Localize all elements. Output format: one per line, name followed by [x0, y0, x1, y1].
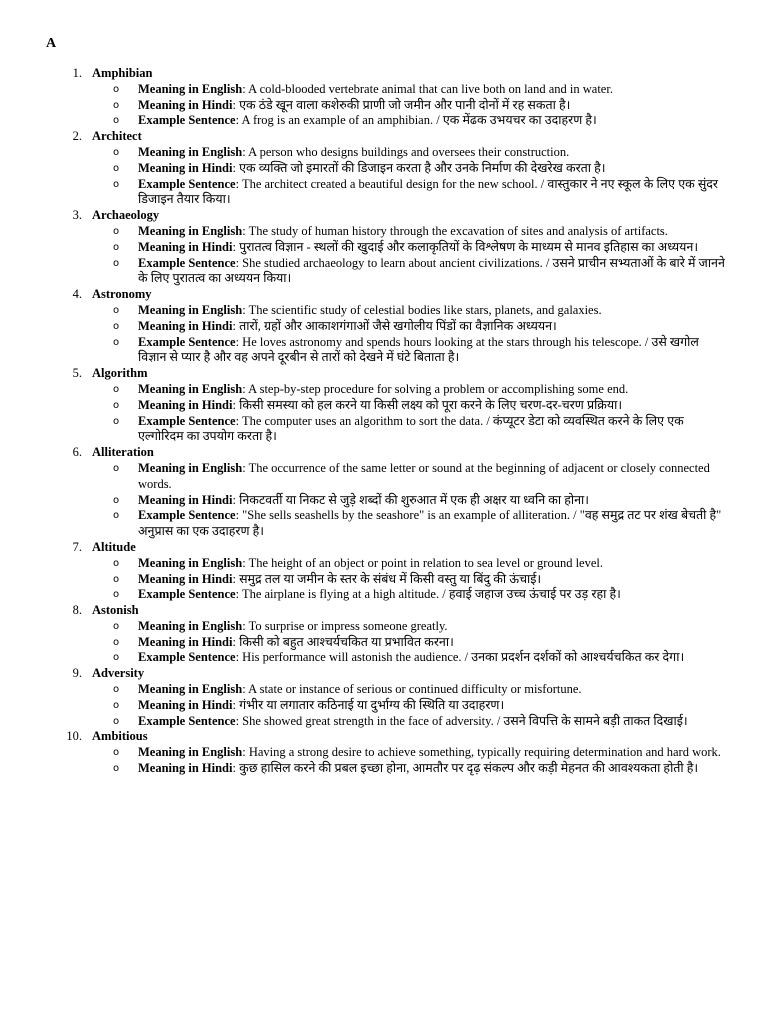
detail-label: Example Sentence: [138, 650, 236, 665]
entry-details-list: [0, 745, 768, 777]
circle-bullet-icon: o: [113, 684, 120, 696]
entry-detail-item: o Meaning in English: Having a strong desire to achieve something, typically requiring determination and hard work.: [113, 745, 721, 760]
detail-text: A person who designs buildings and oversees their construction.: [248, 144, 570, 159]
circle-bullet-icon: o: [113, 146, 120, 158]
entry-word: Ambitious: [92, 729, 148, 744]
detail-label: Example Sentence: [138, 713, 236, 728]
detail-label: Example Sentence: [138, 255, 236, 270]
circle-bullet-icon: o: [113, 320, 120, 332]
detail-label: Meaning in Hindi: [138, 492, 233, 507]
detail-text: The computer uses an algorithm to sort the data. / कंप्यूटर डेटा को व्यवस्थित करने के लिए एक एल्गोरिदम का उपयोग करता है।: [138, 413, 684, 444]
circle-bullet-icon: o: [113, 383, 120, 395]
vocabulary-list: [0, 66, 768, 777]
entry-details-list: [0, 382, 768, 445]
detail-label: Meaning in Hindi: [138, 634, 233, 649]
vocabulary-entry: [0, 729, 768, 776]
detail-text: The height of an object or point in relation to sea level or ground level.: [248, 555, 603, 570]
entry-word: Astonish: [92, 603, 139, 618]
detail-label: Meaning in English: [138, 682, 243, 697]
detail-text: समुद्र तल या जमीन के स्तर के संबंध में किसी वस्तु या बिंदु की ऊंचाई।: [239, 571, 542, 586]
detail-text: गंभीर या लगातार कठिनाई या दुर्भाग्य की स्थिति या उदाहरण।: [239, 697, 505, 712]
detail-label: Example Sentence: [138, 587, 236, 602]
entry-detail-item: o Meaning in Hindi: किसी को बहुत आश्चर्यचकित या प्रभावित करना।: [113, 634, 454, 649]
entry-number: 8.: [72, 603, 82, 618]
entry-detail-item: o Meaning in English: The study of human history through the excavation of sites and analysis of artifacts.: [113, 223, 668, 238]
circle-bullet-icon: o: [113, 115, 120, 127]
entry-detail-item: o Meaning in Hindi: किसी समस्या को हल करने या किसी लक्ष्य को पूरा करने के लिए चरण-दर-चरण प्रक्रिया।: [113, 397, 623, 412]
circle-bullet-icon: o: [113, 620, 120, 632]
circle-bullet-icon: o: [113, 636, 120, 648]
detail-text: एक ठंडे खून वाला कशेरुकी प्राणी जो जमीन और पानी दोनों में रह सकता है।: [239, 97, 571, 112]
circle-bullet-icon: o: [113, 162, 120, 174]
detail-label: Meaning in Hindi: [138, 397, 233, 412]
entry-number: 7.: [72, 539, 82, 554]
detail-text: He loves astronomy and spends hours looking at the stars through his telescope. / उसे खगोल विज्ञान से प्यार है और वह अपने दूरबीन से तारों को देखने में घंटे बिताता है।: [138, 334, 699, 365]
detail-label: Meaning in Hindi: [138, 239, 233, 254]
vocabulary-entry: [0, 540, 768, 603]
entry-number: 9.: [72, 666, 82, 681]
entry-word: Amphibian: [92, 66, 153, 80]
circle-bullet-icon: o: [113, 99, 120, 111]
entry-number: 3.: [72, 208, 82, 223]
detail-text: His performance will astonish the audience. / उनका प्रदर्शन दर्शकों को आश्चर्यचकित कर देगा।: [242, 650, 685, 665]
detail-text: The architect created a beautiful design for the new school. / वास्तुकार ने नए स्कूल के लिए एक सुंदर डिजाइन तैयार किया।: [138, 176, 719, 207]
vocabulary-entry: [0, 208, 768, 287]
entry-number: 5.: [72, 366, 82, 381]
entry-detail-item: o Meaning in English: The height of an object or point in relation to sea level or ground level.: [113, 555, 603, 570]
detail-label: Meaning in Hindi: [138, 160, 233, 175]
circle-bullet-icon: o: [113, 747, 120, 759]
entry-detail-item: o Meaning in Hindi: एक व्यक्ति जो इमारतों की डिजाइन करता है और उनके निर्माण की देखरेख करता है।: [113, 160, 606, 175]
detail-text: The study of human history through the excavation of sites and analysis of artifacts.: [248, 223, 668, 238]
detail-label: Meaning in Hindi: [138, 697, 233, 712]
entry-number: 6.: [72, 445, 82, 460]
entry-detail-item: o Meaning in English: To surprise or impress someone greatly.: [113, 618, 448, 633]
detail-label: Meaning in Hindi: [138, 761, 233, 776]
detail-text: The scientific study of celestial bodies like stars, planets, and galaxies.: [248, 302, 602, 317]
detail-label: Meaning in Hindi: [138, 571, 233, 586]
detail-label: Meaning in English: [138, 302, 243, 317]
circle-bullet-icon: o: [113, 83, 120, 95]
detail-text: A state or instance of serious or continued difficulty or misfortune.: [248, 682, 582, 697]
detail-label: Meaning in English: [138, 223, 243, 238]
detail-label: Meaning in Hindi: [138, 97, 233, 112]
circle-bullet-icon: o: [113, 510, 120, 522]
circle-bullet-icon: o: [113, 494, 120, 506]
circle-bullet-icon: o: [113, 304, 120, 316]
entry-word: Architect: [92, 129, 142, 144]
vocabulary-entry: [0, 445, 768, 540]
entry-details-list: [0, 556, 768, 603]
entry-details-list: [0, 461, 768, 540]
entry-detail-item: o Example Sentence: She studied archaeology to learn about ancient civilizations. / उसने प्राचीन सभ्यताओं के बारे में जानने के लिए पुरातत्व का अध्ययन किया।: [113, 255, 725, 286]
entry-detail-item: o Meaning in English: A state or instance of serious or continued difficulty or misfortune.: [113, 682, 582, 697]
detail-text: Having a strong desire to achieve something, typically requiring determination and hard work.: [248, 745, 721, 760]
entry-details-list: [0, 619, 768, 666]
vocabulary-entry: [0, 366, 768, 445]
section-letter-heading: A: [46, 36, 57, 51]
detail-label: Example Sentence: [138, 334, 236, 349]
detail-text: She showed great strength in the face of adversity. / उसने विपत्ति के सामने बड़ी ताकत दिखाई।: [242, 713, 688, 728]
vocabulary-entry: [0, 666, 768, 729]
detail-text: निकटवर्ती या निकट से जुड़े शब्दों की शुरुआत में एक ही अक्षर या ध्वनि का होना।: [239, 492, 590, 507]
entry-detail-item: o Meaning in Hindi: कुछ हासिल करने की प्रबल इच्छा होना, आमतौर पर दृढ़ संकल्प और कड़ी मेहनत की आवश्यकता होती है।: [113, 761, 699, 776]
detail-text: किसी को बहुत आश्चर्यचकित या प्रभावित करना।: [239, 634, 454, 649]
circle-bullet-icon: o: [113, 257, 120, 269]
circle-bullet-icon: o: [113, 699, 120, 711]
entry-details-list: [0, 145, 768, 208]
detail-label: Example Sentence: [138, 176, 236, 191]
circle-bullet-icon: o: [113, 589, 120, 601]
entry-word: Archaeology: [92, 208, 160, 223]
detail-label: Meaning in English: [138, 381, 243, 396]
detail-text: A cold-blooded vertebrate animal that can live both on land and in water.: [248, 81, 613, 96]
circle-bullet-icon: o: [113, 763, 120, 775]
entry-detail-item: o Example Sentence: The architect created a beautiful design for the new school. / वास्तुकार ने नए स्कूल के लिए एक सुंदर डिजाइन तैयार किया।: [113, 176, 719, 207]
entry-detail-item: o Meaning in Hindi: पुरातत्व विज्ञान - स्थलों की खुदाई और कलाकृतियों के विश्लेषण के माध्यम से मानव इतिहास का अध्ययन।: [113, 239, 699, 254]
circle-bullet-icon: o: [113, 462, 120, 474]
detail-text: "She sells seashells by the seashore" is an example of alliteration. / "वह समुद्र तट पर शंख बेचती है" अनुप्रास का एक उदाहरण है।: [138, 508, 722, 539]
vocabulary-entry: [0, 603, 768, 666]
vocabulary-entry: [0, 287, 768, 366]
entry-word: Adversity: [92, 666, 145, 681]
vocabulary-entry: [0, 66, 768, 129]
detail-label: Meaning in English: [138, 144, 243, 159]
circle-bullet-icon: o: [113, 178, 120, 190]
detail-label: Example Sentence: [138, 413, 236, 428]
entry-details-list: [0, 82, 768, 129]
circle-bullet-icon: o: [113, 557, 120, 569]
entry-number: 1.: [72, 66, 82, 80]
entry-detail-item: o Example Sentence: The computer uses an algorithm to sort the data. / कंप्यूटर डेटा को व्यवस्थित करने के लिए एक एल्गोरिदम का उपयोग करता है।: [113, 413, 684, 444]
detail-text: The occurrence of the same letter or sound at the beginning of adjacent or closely connected words.: [138, 460, 710, 491]
detail-text: She studied archaeology to learn about ancient civilizations. / उसने प्राचीन सभ्यताओं के बारे में जानने के लिए पुरातत्व का अध्ययन किया।: [138, 255, 725, 286]
entry-detail-item: o Example Sentence: The airplane is flying at a high altitude. / हवाई जहाज उच्च ऊंचाई पर उड़ रहा है।: [113, 587, 621, 602]
detail-label: Example Sentence: [138, 508, 236, 523]
entry-number: 10.: [66, 729, 82, 744]
entry-detail-item: o Example Sentence: "She sells seashells by the seashore" is an example of alliteration. / "वह समुद्र तट पर शंख बेचती है" अनुप्रास का एक उदाहरण है।: [113, 508, 722, 539]
detail-text: To surprise or impress someone greatly.: [248, 618, 448, 633]
entry-detail-item: o Example Sentence: He loves astronomy and spends hours looking at the stars through his telescope. / उसे खगोल विज्ञान से प्यार है और वह अपने दूरबीन से तारों को देखने में घंटे बिताता है।: [113, 334, 699, 365]
detail-label: Example Sentence: [138, 113, 236, 128]
entry-detail-item: o Meaning in English: A person who designs buildings and oversees their construction.: [113, 144, 570, 159]
circle-bullet-icon: o: [113, 715, 120, 727]
entry-detail-item: o Meaning in English: The occurrence of the same letter or sound at the beginning of adjacent or closely connected words.: [113, 460, 710, 491]
detail-label: Meaning in English: [138, 618, 243, 633]
circle-bullet-icon: o: [113, 336, 120, 348]
circle-bullet-icon: o: [113, 241, 120, 253]
detail-text: कुछ हासिल करने की प्रबल इच्छा होना, आमतौर पर दृढ़ संकल्प और कड़ी मेहनत की आवश्यकता होती है।: [239, 761, 699, 776]
vocabulary-entry: [0, 129, 768, 208]
detail-text: A step-by-step procedure for solving a problem or accomplishing some end.: [248, 381, 629, 396]
entry-details-list: [0, 682, 768, 729]
entry-detail-item: o Example Sentence: His performance will astonish the audience. / उनका प्रदर्शन दर्शकों को आश्चर्यचकित कर देगा।: [113, 650, 685, 665]
entry-word: Algorithm: [92, 366, 148, 381]
detail-label: Meaning in English: [138, 745, 243, 760]
entry-detail-item: o Meaning in Hindi: निकटवर्ती या निकट से जुड़े शब्दों की शुरुआत में एक ही अक्षर या ध्वनि का होना।: [113, 492, 590, 507]
circle-bullet-icon: o: [113, 652, 120, 664]
entry-number: 4.: [72, 287, 82, 302]
entry-detail-item: o Meaning in English: The scientific study of celestial bodies like stars, planets, and galaxies.: [113, 302, 602, 317]
entry-detail-item: o Meaning in English: A cold-blooded vertebrate animal that can live both on land and in water.: [113, 81, 613, 96]
circle-bullet-icon: o: [113, 225, 120, 237]
circle-bullet-icon: o: [113, 573, 120, 585]
detail-text: पुरातत्व विज्ञान - स्थलों की खुदाई और कलाकृतियों के विश्लेषण के माध्यम से मानव इतिहास का अध्ययन।: [239, 239, 699, 254]
entry-word: Alliteration: [92, 445, 154, 460]
detail-text: A frog is an example of an amphibian. / एक मेंढक उभयचर का उदाहरण है।: [241, 113, 597, 128]
detail-label: Meaning in English: [138, 460, 243, 475]
circle-bullet-icon: o: [113, 415, 120, 427]
entry-detail-item: o Meaning in Hindi: समुद्र तल या जमीन के स्तर के संबंध में किसी वस्तु या बिंदु की ऊंचाई।: [113, 571, 542, 586]
entry-word: Altitude: [92, 539, 136, 554]
entry-detail-item: o Meaning in Hindi: एक ठंडे खून वाला कशेरुकी प्राणी जो जमीन और पानी दोनों में रह सकता है।: [113, 97, 571, 112]
detail-text: The airplane is flying at a high altitude. / हवाई जहाज उच्च ऊंचाई पर उड़ रहा है।: [241, 587, 621, 602]
detail-text: किसी समस्या को हल करने या किसी लक्ष्य को पूरा करने के लिए चरण-दर-चरण प्रक्रिया।: [239, 397, 623, 412]
entry-detail-item: o Example Sentence: A frog is an example of an amphibian. / एक मेंढक उभयचर का उदाहरण है।: [113, 113, 597, 128]
entry-detail-item: o Meaning in English: A step-by-step procedure for solving a problem or accomplishing some end.: [113, 381, 629, 396]
entry-word: Astronomy: [92, 287, 152, 302]
entry-details-list: [0, 303, 768, 366]
detail-text: तारों, ग्रहों और आकाशगंगाओं जैसे खगोलीय पिंडों का वैज्ञानिक अध्ययन।: [239, 318, 557, 333]
entry-detail-item: o Meaning in Hindi: गंभीर या लगातार कठिनाई या दुर्भाग्य की स्थिति या उदाहरण।: [113, 697, 505, 712]
detail-label: Meaning in Hindi: [138, 318, 233, 333]
circle-bullet-icon: o: [113, 399, 120, 411]
entry-detail-item: o Meaning in Hindi: तारों, ग्रहों और आकाशगंगाओं जैसे खगोलीय पिंडों का वैज्ञानिक अध्ययन।: [113, 318, 557, 333]
detail-text: एक व्यक्ति जो इमारतों की डिजाइन करता है और उनके निर्माण की देखरेख करता है।: [239, 160, 606, 175]
detail-label: Meaning in English: [138, 555, 243, 570]
entry-number: 2.: [72, 129, 82, 144]
entry-details-list: [0, 224, 768, 287]
detail-label: Meaning in English: [138, 81, 243, 96]
entry-detail-item: o Example Sentence: She showed great strength in the face of adversity. / उसने विपत्ति के सामने बड़ी ताकत दिखाई।: [113, 713, 688, 728]
